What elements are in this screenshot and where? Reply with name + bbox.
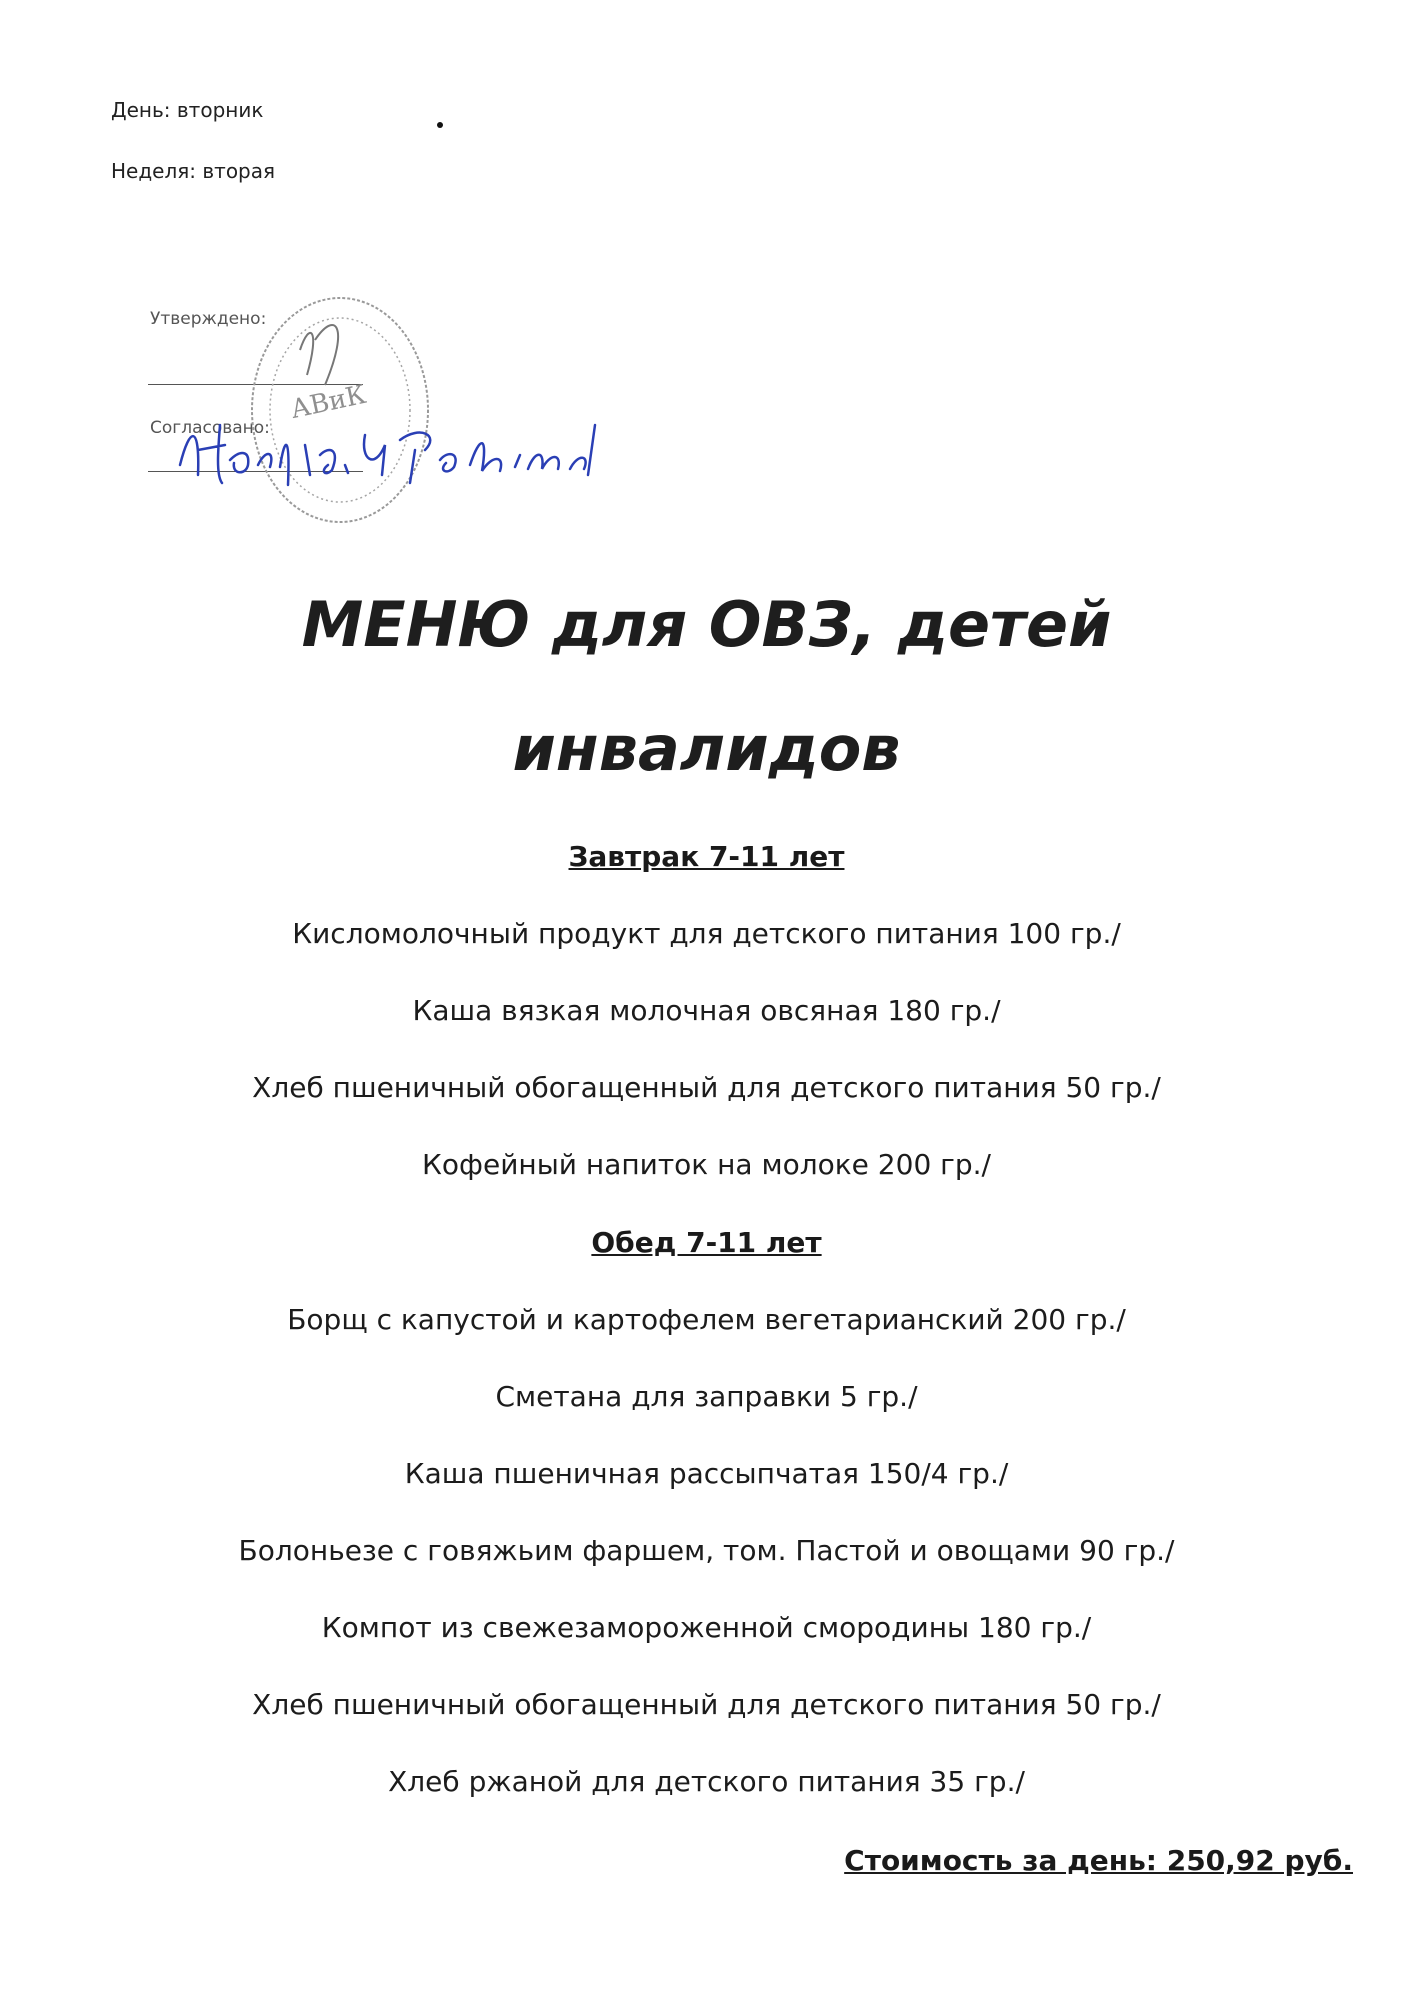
menu-title-line2: инвалидов — [512, 712, 901, 785]
lunch-item: Каша пшеничная рассыпчатая 150/4 гр./ — [404, 1457, 1009, 1490]
agreed-label: Согласовано: — [150, 418, 270, 438]
lunch-item: Борщ с капустой и картофелем вегетарианский 200 гр./ — [287, 1303, 1126, 1336]
lunch-item: Компот из свежезамороженной смородины 180 гр./ — [321, 1611, 1092, 1644]
lunch-item: Хлеб пшеничный обогащенный для детского питания 50 гр./ — [252, 1688, 1161, 1721]
lunch-item: Сметана для заправки 5 гр./ — [495, 1380, 918, 1413]
daily-cost: Стоимость за день: 250,92 руб. — [844, 1844, 1353, 1877]
breakfast-item: Хлеб пшеничный обогащенный для детского питания 50 гр./ — [252, 1071, 1161, 1104]
lunch-heading: Обед 7-11 лет — [591, 1226, 822, 1259]
handwritten-signature — [170, 405, 610, 495]
svg-text:АВиК: АВиК — [287, 379, 369, 426]
lunch-item: Болоньезе с говяжьим фаршем, том. Пастой и овощами 90 гр./ — [238, 1534, 1175, 1567]
week-label: Неделя: вторая — [111, 159, 276, 183]
approved-label: Утверждено: — [150, 309, 267, 329]
scan-dot — [437, 122, 443, 128]
breakfast-item: Кофейный напиток на молоке 200 гр./ — [422, 1148, 991, 1181]
breakfast-heading: Завтрак 7-11 лет — [568, 840, 845, 873]
breakfast-item: Кисломолочный продукт для детского питания 100 гр./ — [292, 917, 1121, 950]
menu-title-line1: МЕНЮ для ОВЗ, детей — [301, 588, 1112, 661]
breakfast-item: Каша вязкая молочная овсяная 180 гр./ — [412, 994, 1001, 1027]
day-label: День: вторник — [111, 98, 264, 122]
lunch-item: Хлеб ржаной для детского питания 35 гр./ — [388, 1765, 1025, 1798]
